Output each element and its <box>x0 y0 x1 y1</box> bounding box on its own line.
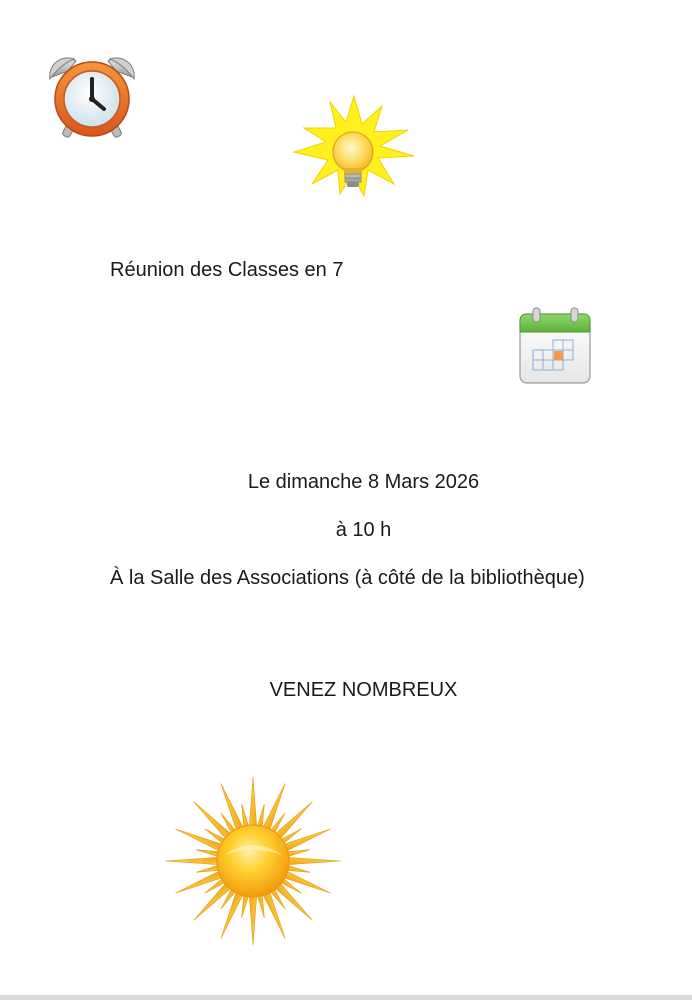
sun-icon <box>162 775 344 947</box>
meeting-title: Réunion des Classes en 7 <box>110 259 344 281</box>
alarm-clock-icon <box>46 55 138 141</box>
page-bottom-edge <box>0 995 692 1000</box>
call-to-action: VENEZ NOMBREUX <box>269 679 458 701</box>
meeting-date: Le dimanche 8 Mars 2026 <box>247 471 480 493</box>
meeting-place: À la Salle des Associations (à côté de la bibliothèque) <box>110 567 585 589</box>
light-bulb-icon <box>290 94 418 198</box>
calendar-icon <box>517 306 593 386</box>
meeting-time: à 10 h <box>335 519 392 541</box>
